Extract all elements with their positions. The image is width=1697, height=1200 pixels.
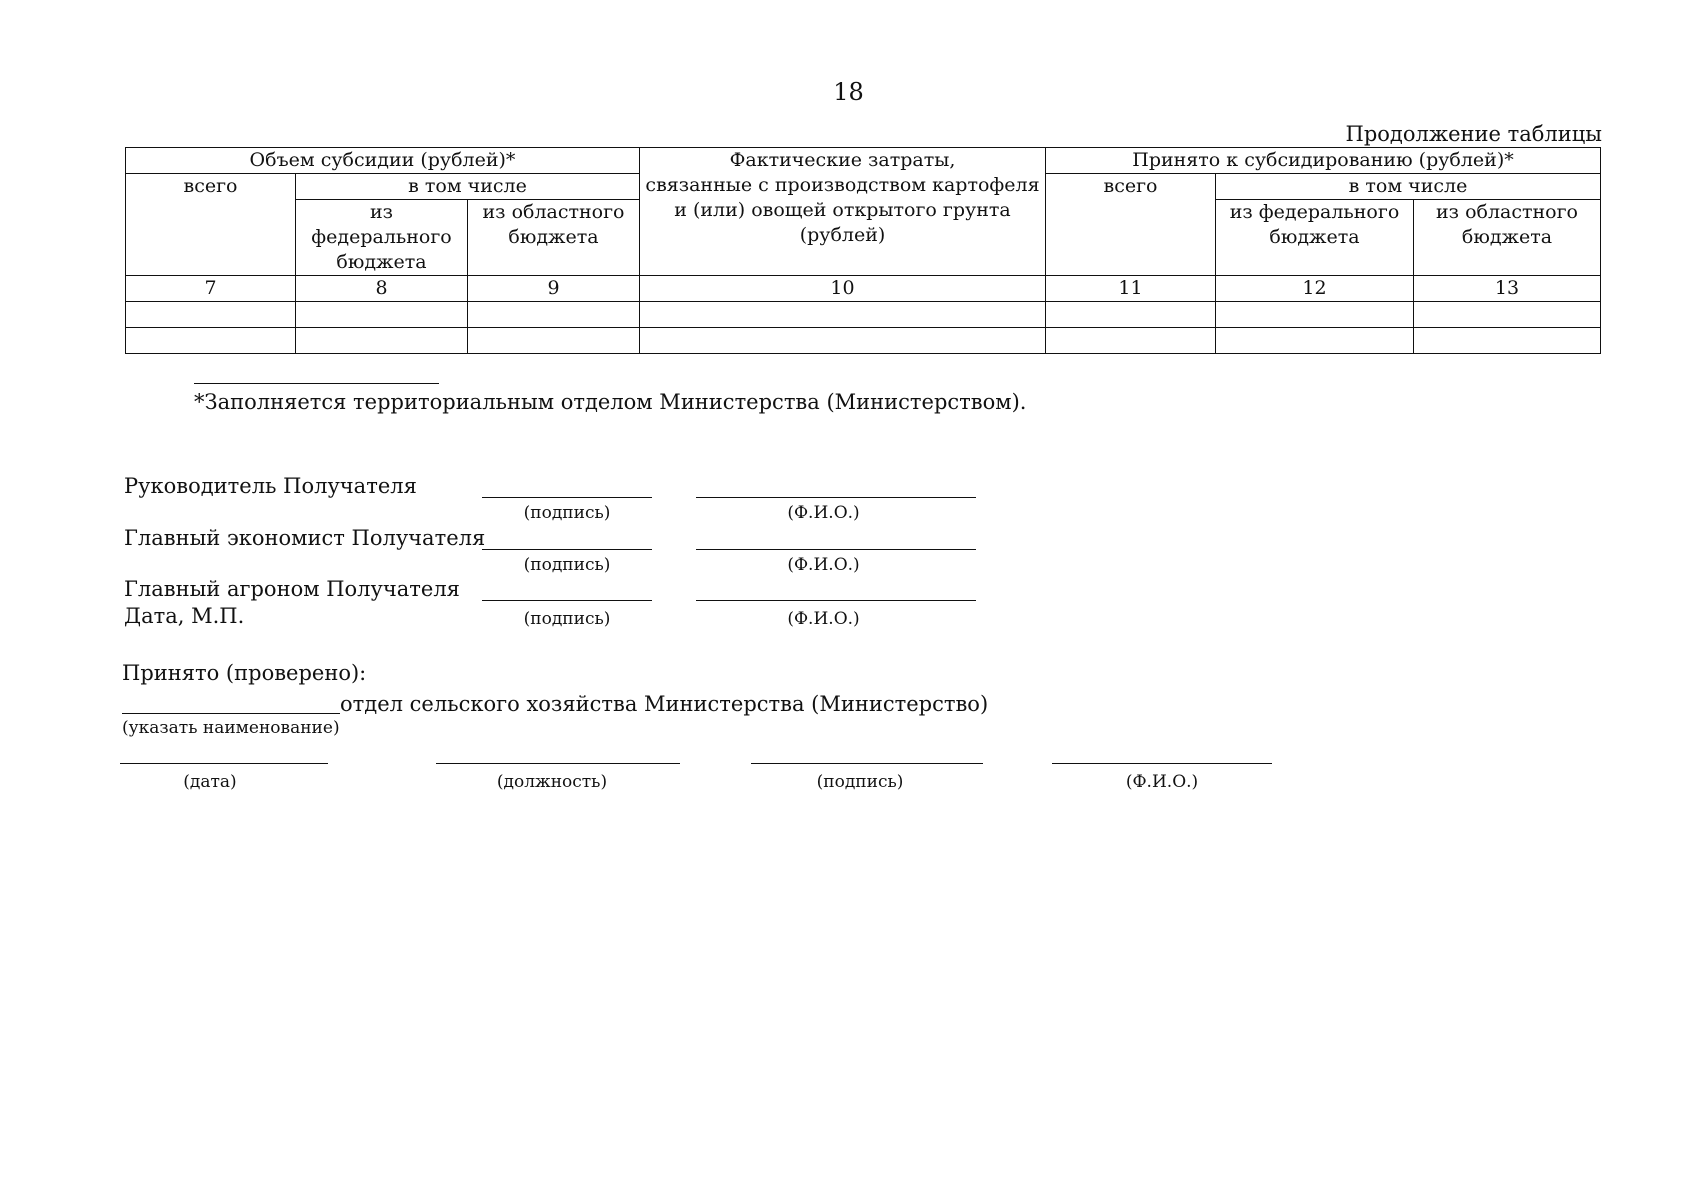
table-cell[interactable] [126,302,296,328]
table-cell[interactable] [296,328,468,354]
column-number: 13 [1414,276,1601,302]
position-line[interactable] [436,763,680,764]
economist-signature-line[interactable] [482,549,652,550]
accepted-label: Принято (проверено): [122,661,367,685]
header-accepted-including: в том числе [1216,174,1601,200]
name-caption: (Ф.И.О.) [787,609,860,629]
position-caption: (должность) [496,772,608,792]
column-number: 10 [640,276,1046,302]
footnote-separator [194,383,439,384]
date-caption: (дата) [183,772,237,792]
table-cell[interactable] [468,328,640,354]
table-continuation-label: Продолжение таблицы [1345,122,1602,146]
header-accepted-federal: из федерального бюджета [1216,200,1414,276]
page-number: 18 [833,78,864,106]
agronomist-name-line[interactable] [696,600,976,601]
table-cell[interactable] [1046,328,1216,354]
signature-line[interactable] [751,763,983,764]
table-cell[interactable] [126,328,296,354]
table-cell[interactable] [468,302,640,328]
table-cell[interactable] [1216,328,1414,354]
header-accepted-total: всего [1046,174,1216,276]
economist-label: Главный экономист Получателя [124,526,486,550]
economist-name-line[interactable] [696,549,976,550]
table-cell[interactable] [640,328,1046,354]
header-accepted-for-subsidy: Принято к субсидированию (рублей)* [1046,148,1601,174]
header-subsidy-federal: из федерального бюджета [296,200,468,276]
column-number-row [126,276,1601,302]
column-number: 7 [126,276,296,302]
table-row [126,328,1601,354]
name-line[interactable] [1052,763,1272,764]
column-number: 11 [1046,276,1216,302]
date-line[interactable] [120,763,328,764]
subsidy-table [125,147,1601,354]
date-seal-label: Дата, М.П. [124,604,245,628]
head-signature-line[interactable] [482,497,652,498]
table-cell[interactable] [1046,302,1216,328]
agronomist-label: Главный агроном Получателя [124,577,460,601]
signature-caption: (подпись) [523,609,611,629]
column-number: 8 [296,276,468,302]
table-cell[interactable] [1216,302,1414,328]
signature-caption: (подпись) [523,503,611,523]
department-name-line[interactable] [122,713,340,714]
column-number: 12 [1216,276,1414,302]
header-subsidy-total: всего [126,174,296,276]
head-label: Руководитель Получателя [124,474,417,498]
name-caption: (Ф.И.О.) [787,503,860,523]
name-caption: (Ф.И.О.) [1125,772,1199,792]
header-subsidy-regional: из областного бюджета [468,200,640,276]
header-actual-costs: Фактические затраты, связанные с производством картофеля и (или) овощей открытого грунта (рублей) [640,148,1046,276]
table-cell[interactable] [1414,302,1601,328]
signature-caption: (подпись) [523,555,611,575]
agronomist-signature-line[interactable] [482,600,652,601]
head-name-line[interactable] [696,497,976,498]
table-cell[interactable] [1414,328,1601,354]
signature-caption: (подпись) [816,772,904,792]
name-caption: (Ф.И.О.) [787,555,860,575]
column-number: 9 [468,276,640,302]
department-label: отдел сельского хозяйства Министерства (Министерство) [340,692,989,716]
footnote: *Заполняется территориальным отделом Министерства (Министерством). [194,390,1027,414]
table-cell[interactable] [640,302,1046,328]
header-subsidy-volume: Объем субсидии (рублей)* [126,148,640,174]
table-cell[interactable] [296,302,468,328]
department-name-hint: (указать наименование) [122,718,340,738]
header-subsidy-including: в том числе [296,174,640,200]
table-row [126,302,1601,328]
header-accepted-regional: из областного бюджета [1414,200,1601,276]
